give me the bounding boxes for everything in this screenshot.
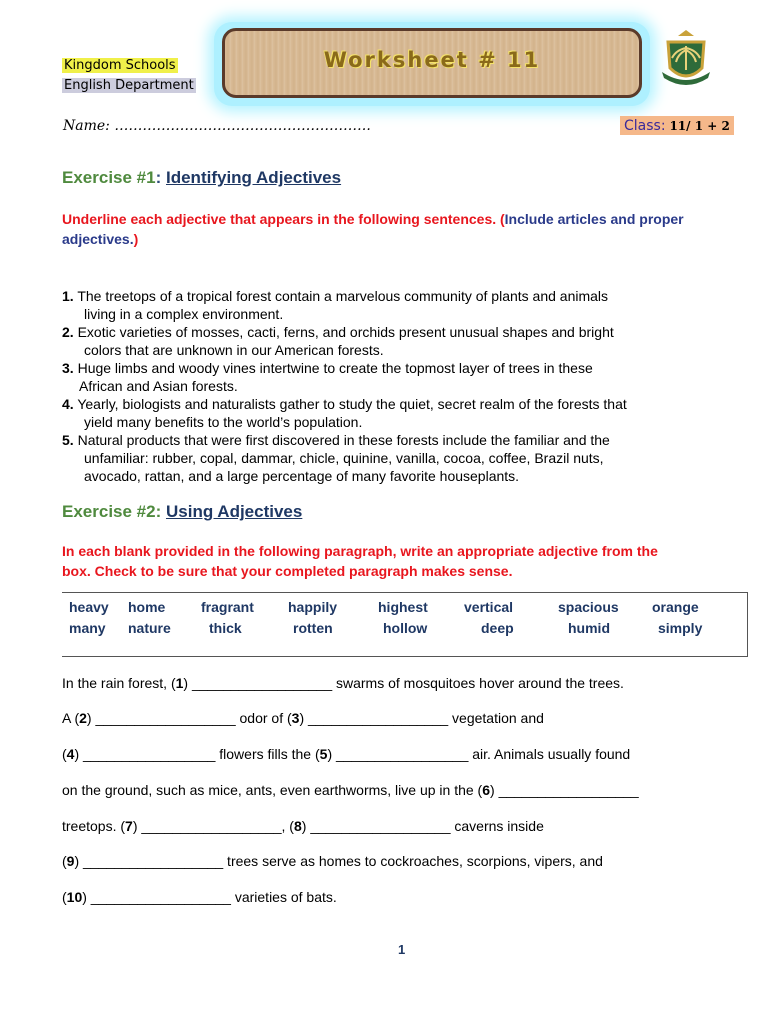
word-bank-item: rotten [293,620,333,636]
item-text: Exotic varieties of mosses, cacti, ferns, and orchids present unusual shapes and bright [77,324,614,340]
word-bank-item: simply [658,620,703,636]
blank-number: 2 [79,710,87,726]
item-text: Huge limbs and woody vines intertwine to create the topmost layer of trees in these [77,360,593,376]
exercise-2-instructions [62,541,742,581]
exercise-1-number: Exercise #1 [62,168,156,187]
sentence-list [62,287,702,485]
item-text: unfamiliar: rubber, copal, dammar, chicle, quinine, vanilla, cocoa, coffee, Brazil nuts, [84,450,604,466]
class-label: Class: [624,118,666,134]
class-value: 11/ 1 + 2 [669,119,730,133]
text: ) __________________ varieties of bats. [82,889,337,905]
school-logo-icon [654,28,718,92]
word-bank-item: thick [209,620,242,636]
text: ) __________________ odor of ( [86,710,292,726]
exercise-1-colon: : [155,168,162,187]
instr-red: Underline each adjective that appears in the following sentences. ( [62,211,505,227]
text: ) _________________ air. Animals usually found [327,746,631,762]
blank-number: 7 [125,818,133,834]
text: ) __________________ swarms of mosquitoes hover around the trees. [183,675,624,691]
word-bank-item: spacious [558,599,619,615]
list-item [62,323,702,359]
paragraph-line [62,853,603,869]
paragraph-line [62,782,639,798]
word-bank-item: happily [288,599,338,615]
instr-navy: Include articles and proper adjectives. [62,211,684,247]
text: ) __________________ vegetation and [299,710,544,726]
exercise-2-title [62,502,302,522]
list-item [62,431,702,485]
list-item [62,359,702,395]
word-box [62,592,748,657]
item-text: The treetops of a tropical forest contain a marvelous community of plants and animals [77,288,609,304]
list-item [62,287,702,323]
word-bank-item: hollow [383,620,428,636]
item-text: Yearly, biologists and naturalists gather to study the quiet, secret realm of the forests that [77,396,627,412]
text: ) _________________ flowers fills the ( [74,746,320,762]
item-number: 1. [62,288,74,304]
list-item [62,395,702,431]
item-text: yield many benefits to the world’s population. [84,414,363,430]
word-bank-item: heavy [69,599,109,615]
text: ( [62,746,67,762]
school-name: Kingdom Schools [64,58,176,73]
blank-number: 8 [293,818,302,834]
item-text: living in a complex environment. [84,306,284,322]
text: ) __________________, ( [132,818,294,834]
text: ) __________________ trees serve as homes to cockroaches, scorpions, vipers, and [74,853,603,869]
blank-number: 9 [66,853,75,869]
text: In the rain forest, ( [62,675,176,691]
word-bank-item: home [128,599,166,615]
paragraph-line [62,818,544,834]
word-bank-item: fragrant [201,599,254,615]
blank-number: 5 [319,746,328,762]
blank-number: 6 [482,782,491,798]
exercise-2-number: Exercise #2: [62,502,162,521]
paragraph-line [62,889,337,905]
item-number: 4. [62,396,74,412]
page-number: 1 [398,942,406,957]
paragraph-line [62,710,544,726]
exercise-1-name: Identifying Adjectives [166,168,342,187]
text: ( [62,853,67,869]
item-number: 2. [62,324,74,340]
item-text: African and Asian forests. [79,378,238,394]
word-bank-item: vertical [464,599,514,615]
department-name: English Department [64,78,194,93]
text: treetops. ( [62,818,126,834]
instr-line: box. Check to be sure that your completed paragraph makes sense. [62,563,513,579]
paragraph-line [62,746,630,762]
item-number: 3. [62,360,74,376]
word-bank-item: many [69,620,106,636]
item-number: 5. [62,432,74,448]
word-bank-item: orange [652,599,699,615]
class-badge [620,116,734,135]
text: on the ground, such as mice, ants, even earthworms, live up in the ( [62,782,483,798]
instr-line: In each blank provided in the following paragraph, write an appropriate adjective from the [62,543,658,559]
blank-number: 1 [175,675,184,691]
exercise-1-instructions [62,209,742,249]
text: ) __________________ caverns inside [301,818,544,834]
exercise-2-name: Using Adjectives [165,502,303,521]
blank-number: 3 [291,710,300,726]
text: A ( [62,710,80,726]
word-bank-item: highest [378,599,428,615]
item-text: avocado, rattan, and a large percentage of many favorite houseplants. [84,468,520,484]
blank-number: 10 [66,889,83,905]
word-bank-item: nature [128,620,171,636]
paragraph-line [62,675,624,691]
item-text: Natural products that were first discovered in these forests include the familiar and the [77,432,610,448]
word-bank-item: humid [568,620,610,636]
text: ( [62,889,67,905]
exercise-1-title [62,168,341,188]
item-text: colors that are unknown in our American forests. [84,342,384,358]
name-field: Name: ………………………………………………. [63,118,371,134]
blank-number: 4 [66,746,75,762]
instr-end: ) [133,231,139,247]
word-bank-item: deep [481,620,514,636]
text: ) __________________ [490,782,639,798]
worksheet-title: Worksheet # 11 [323,48,541,72]
